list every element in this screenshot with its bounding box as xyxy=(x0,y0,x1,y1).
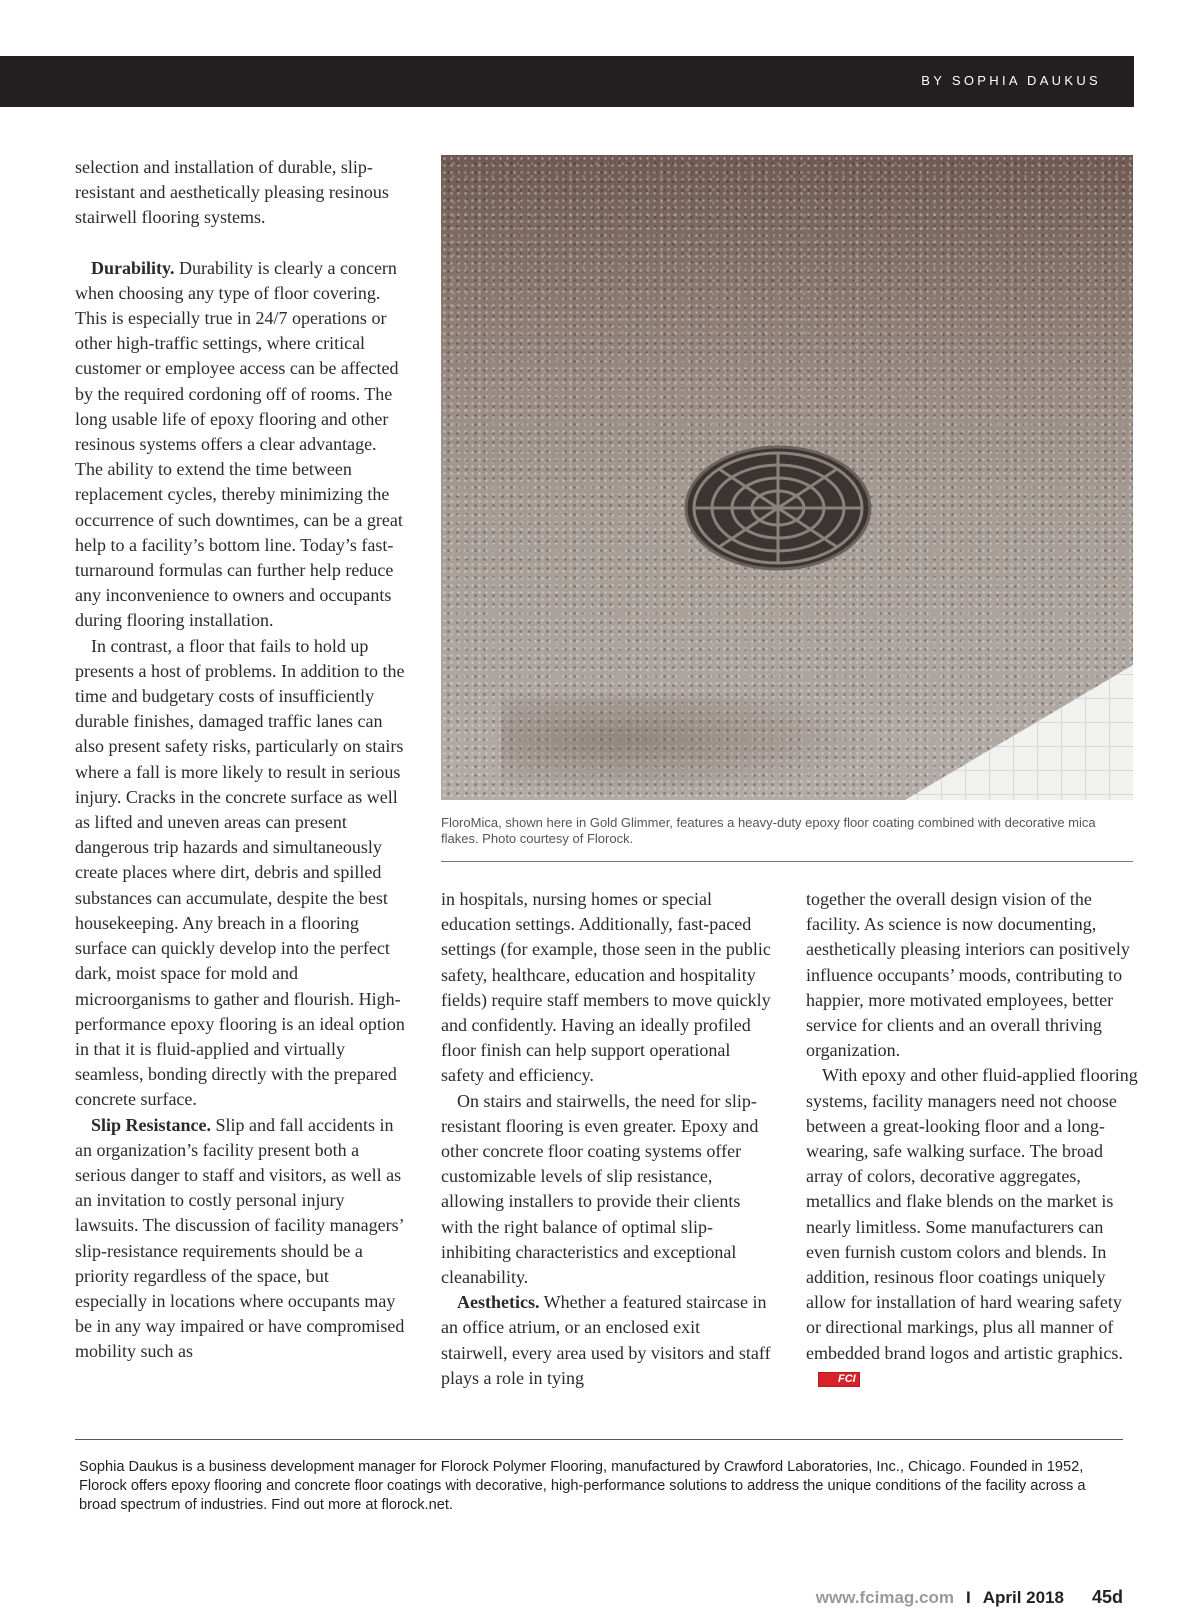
caption-divider xyxy=(441,861,1133,862)
paragraph-body: Durability is clearly a concern when choosing any type of floor covering. This is especially true in 24/7 operations or other high-traffic settings, where critical customer or employee access can be affected by the required cordoning off of rooms. The long usable life of epoxy flooring and other resinous systems offers a clear advantage. The ability to extend the time between replacement cycles, thereby minimizing the occurrence of such downtimes, can be a great help to a facility’s bottom line. Today’s fast-turnaround formulas can further help reduce any inconvenience to owners and occupants during flooring installation. xyxy=(75,257,403,631)
footer-separator: I xyxy=(965,1588,971,1607)
paragraph: in hospitals, nursing homes or special education settings. Additionally, fast-paced settings (for example, those seen in the public safety, healthcare, education and hospitality fields) require staff members to move quickly and confidently. Having an ideally profiled floor finish can help support operational safety and efficiency. xyxy=(441,889,771,1086)
paragraph-body: With epoxy and other fluid-applied flooring systems, facility managers need not choose between a great-looking floor and a long-wearing, safe walking surface. The broad array of colors, decorative aggregates, metallics and flake blends on the market is nearly limitless. Some manufacturers can even furnish custom colors and blends. In addition, resinous floor coatings uniquely allow for installation of hard wearing safety or directional markings, plus all manner of embedded brand logos and artistic graphics. xyxy=(806,1065,1138,1363)
byline: BY SOPHIA DAUKUS xyxy=(921,73,1101,88)
paragraph-durability xyxy=(75,256,405,634)
paragraph-aesthetics xyxy=(441,1290,771,1391)
footer-date: April 2018 xyxy=(982,1588,1064,1607)
paragraph: In contrast, a floor that fails to hold up presents a host of problems. In addition to the time and budgetary costs of insufficiently durable finishes, damaged traffic lanes can also present safety risks, particularly on stairs where a fall is more likely to result in serious injury. Cracks in the concrete surface as well as lifted and uneven areas can present dangerous trip hazards and simultaneously create places where dirt, debris and spilled substances can accumulate, despite the best housekeeping. Any breach in a flooring surface can quickly develop into the perfect dark, moist space for mold and microorganisms to gather and flourish. High-performance epoxy flooring is an ideal option in that it is fluid-applied and virtually seamless, bonding directly with the prepared concrete surface. xyxy=(75,635,405,1110)
paragraph: together the overall design vision of the facility. As science is now documenting, aesthetically pleasing interiors can positively influence occupants’ moods, contributing to happier, more motivated employees, better service for clients and an overall thriving organization. xyxy=(806,889,1130,1061)
footer-url: www.fcimag.com xyxy=(815,1588,954,1607)
article-column-1 xyxy=(75,155,405,1365)
floor-shadow xyxy=(501,695,901,800)
paragraph: On stairs and stairwells, the need for slip-resistant flooring is even greater. Epoxy and other concrete floor coating systems offer customizable levels of slip resistance, allowing installers to provide their clients with the right balance of optimal slip-inhibiting characteristics and exceptional cleanability. xyxy=(441,1090,759,1288)
run-in-heading: Durability. xyxy=(91,257,175,278)
floor-photo xyxy=(441,155,1133,800)
page-footer xyxy=(816,1587,1123,1608)
paragraph-body: Slip and fall accidents in an organization’s facility present both a serious danger to staff and visitors, as well as an invitation to costly personal injury lawsuits. The discussion of facility managers’ slip-resistance requirements should be a priority regardless of the space, but especially in locations where occupants may be in any way impaired or have compromised mobility such as xyxy=(75,1114,405,1362)
run-in-heading: Aesthetics. xyxy=(457,1292,540,1313)
paragraph-slip-resistance xyxy=(75,1113,405,1365)
paragraph xyxy=(806,1063,1141,1391)
fci-logo-icon: FCI xyxy=(818,1372,860,1387)
paragraph: selection and installation of durable, slip-resistant and aesthetically pleasing resinous stairwell flooring systems. xyxy=(75,157,389,228)
page-number: 45d xyxy=(1091,1587,1123,1607)
article-column-3 xyxy=(806,887,1141,1391)
header-bar xyxy=(0,56,1134,107)
author-bio: Sophia Daukus is a business development manager for Florock Polymer Flooring, manufactured by Crawford Laboratories, Inc., Chicago. Founded in 1952, Florock offers epoxy flooring and concrete floor coatings with decorative, high-performance solutions to address the unique conditions of the facility across a broad spectrum of industries. Find out more at florock.net. xyxy=(79,1459,1086,1513)
article-column-2 xyxy=(441,887,771,1391)
floor-drain-icon xyxy=(684,445,872,571)
bio-divider xyxy=(75,1439,1123,1440)
paragraph-body: Whether a featured staircase in an office atrium, or an enclosed exit stairwell, every area used by visitors and staff plays a role in tying xyxy=(441,1292,771,1388)
photo-caption: FloroMica, shown here in Gold Glimmer, features a heavy-duty epoxy floor coating combined with decorative mica flakes. Photo courtesy of Florock. xyxy=(441,815,1096,846)
run-in-heading: Slip Resistance. xyxy=(91,1114,212,1135)
